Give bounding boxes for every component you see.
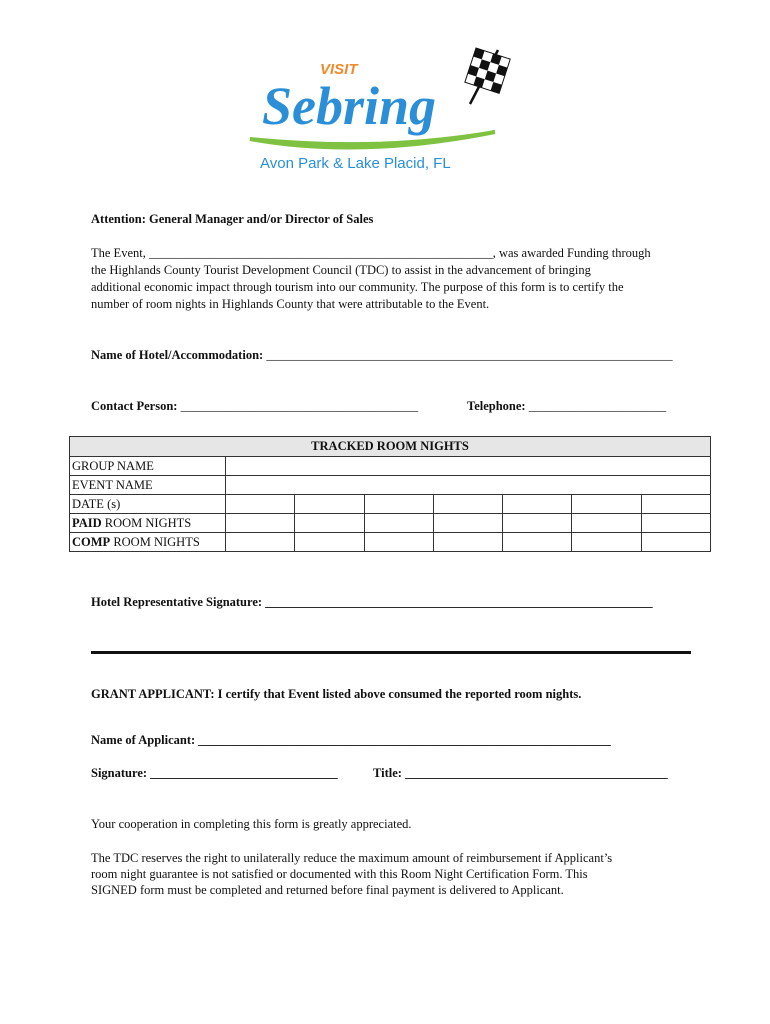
date-cell[interactable] — [433, 495, 502, 514]
table-row-paid — [70, 514, 711, 533]
date-cell[interactable] — [572, 495, 641, 514]
reserve-line-3: SIGNED form must be completed and returned before final payment is delivered to Applicant. — [91, 883, 564, 897]
table-row-dates — [70, 495, 711, 514]
applicant-name-line[interactable]: __________________________________________________________________ — [198, 733, 611, 747]
table-row-event-name — [70, 476, 711, 495]
hotel-signature-line[interactable]: ______________________________________________________________ — [265, 595, 653, 609]
comp-cell[interactable] — [433, 533, 502, 552]
visit-sebring-logo — [240, 44, 530, 184]
comp-cell[interactable] — [503, 533, 572, 552]
reservation-note — [91, 850, 691, 898]
paid-cell[interactable] — [572, 514, 641, 533]
paid-cell[interactable] — [226, 514, 295, 533]
row-label-dates: DATE (s) — [70, 495, 226, 514]
hotel-signature-field[interactable] — [91, 594, 653, 611]
telephone-field[interactable] — [467, 398, 666, 415]
paid-rest: ROOM NIGHTS — [101, 515, 192, 530]
applicant-title-field[interactable] — [373, 765, 668, 782]
table-row-group-name — [70, 457, 711, 476]
logo-visit-text: VISIT — [320, 61, 358, 78]
hotel-name-field[interactable] — [91, 347, 673, 364]
paid-bold: PAID — [72, 515, 102, 530]
comp-cell[interactable] — [295, 533, 364, 552]
checkered-flag-icon — [465, 48, 510, 104]
paid-cell[interactable] — [433, 514, 502, 533]
comp-rest: ROOM NIGHTS — [110, 534, 200, 549]
date-cell[interactable] — [503, 495, 572, 514]
comp-cell[interactable] — [572, 533, 641, 552]
intro-line-1: The Event, _______________________________________________________, was awarded Funding through — [91, 246, 651, 260]
event-name-cell[interactable] — [226, 476, 711, 495]
paid-cell[interactable] — [295, 514, 364, 533]
contact-person-label: Contact Person: — [91, 399, 178, 413]
row-label-group-name: GROUP NAME — [70, 457, 226, 476]
applicant-name-field[interactable] — [91, 732, 611, 749]
contact-person-line[interactable]: ______________________________________ — [180, 399, 419, 413]
row-label-event-name: EVENT NAME — [70, 476, 226, 495]
row-label-comp — [70, 533, 226, 552]
comp-bold: COMP — [72, 534, 111, 549]
date-cell[interactable] — [295, 495, 364, 514]
cooperation-note: Your cooperation in completing this form is greatly appreciated. — [91, 817, 412, 831]
logo-brand-text: Sebring — [262, 76, 437, 136]
intro-line-3: additional economic impact through tourism into our community. The purpose of this form is to certify the — [91, 280, 624, 294]
telephone-label: Telephone: — [467, 399, 526, 413]
comp-cell[interactable] — [364, 533, 433, 552]
hotel-name-label: Name of Hotel/Accommodation: — [91, 348, 264, 362]
hotel-name-line[interactable]: _________________________________________________________________ — [266, 348, 673, 362]
telephone-line[interactable]: ______________________ — [528, 399, 667, 413]
intro-paragraph — [91, 245, 711, 313]
logo-tagline-text: Avon Park & Lake Placid, FL — [260, 155, 451, 172]
group-name-cell[interactable] — [226, 457, 711, 476]
applicant-name-label: Name of Applicant: — [91, 733, 196, 747]
intro-line-2: the Highlands County Tourist Development Council (TDC) to assist in the advancement of bringing — [91, 263, 591, 277]
tracked-room-nights-table — [69, 436, 711, 552]
intro-line-4: number of room nights in Highlands County that were attributable to the Event. — [91, 297, 490, 311]
comp-cell[interactable] — [641, 533, 710, 552]
paid-cell[interactable] — [364, 514, 433, 533]
applicant-signature-line[interactable]: ______________________________ — [150, 766, 338, 780]
hotel-signature-label: Hotel Representative Signature: — [91, 595, 263, 609]
contact-person-field[interactable] — [91, 398, 418, 415]
applicant-signature-field[interactable] — [91, 765, 338, 782]
logo-graphic — [240, 44, 530, 184]
paid-cell[interactable] — [641, 514, 710, 533]
table-title: TRACKED ROOM NIGHTS — [70, 437, 711, 457]
row-label-paid — [70, 514, 226, 533]
reserve-line-2: room night guarantee is not satisfied or documented with this Room Night Certification Form. This — [91, 867, 588, 881]
reserve-line-1: The TDC reserves the right to unilaterally reduce the maximum amount of reimbursement if Applicant’s — [91, 851, 613, 865]
applicant-title-label: Title: — [373, 766, 402, 780]
date-cell[interactable] — [226, 495, 295, 514]
table-row-comp — [70, 533, 711, 552]
paid-cell[interactable] — [503, 514, 572, 533]
date-cell[interactable] — [641, 495, 710, 514]
grant-applicant-statement: GRANT APPLICANT: I certify that Event listed above consumed the reported room nights. — [91, 687, 582, 701]
comp-cell[interactable] — [226, 533, 295, 552]
date-cell[interactable] — [364, 495, 433, 514]
section-divider — [91, 651, 691, 654]
attention-heading: Attention: General Manager and/or Director of Sales — [91, 212, 374, 226]
applicant-title-line[interactable]: __________________________________________ — [405, 766, 668, 780]
applicant-signature-label: Signature: — [91, 766, 148, 780]
